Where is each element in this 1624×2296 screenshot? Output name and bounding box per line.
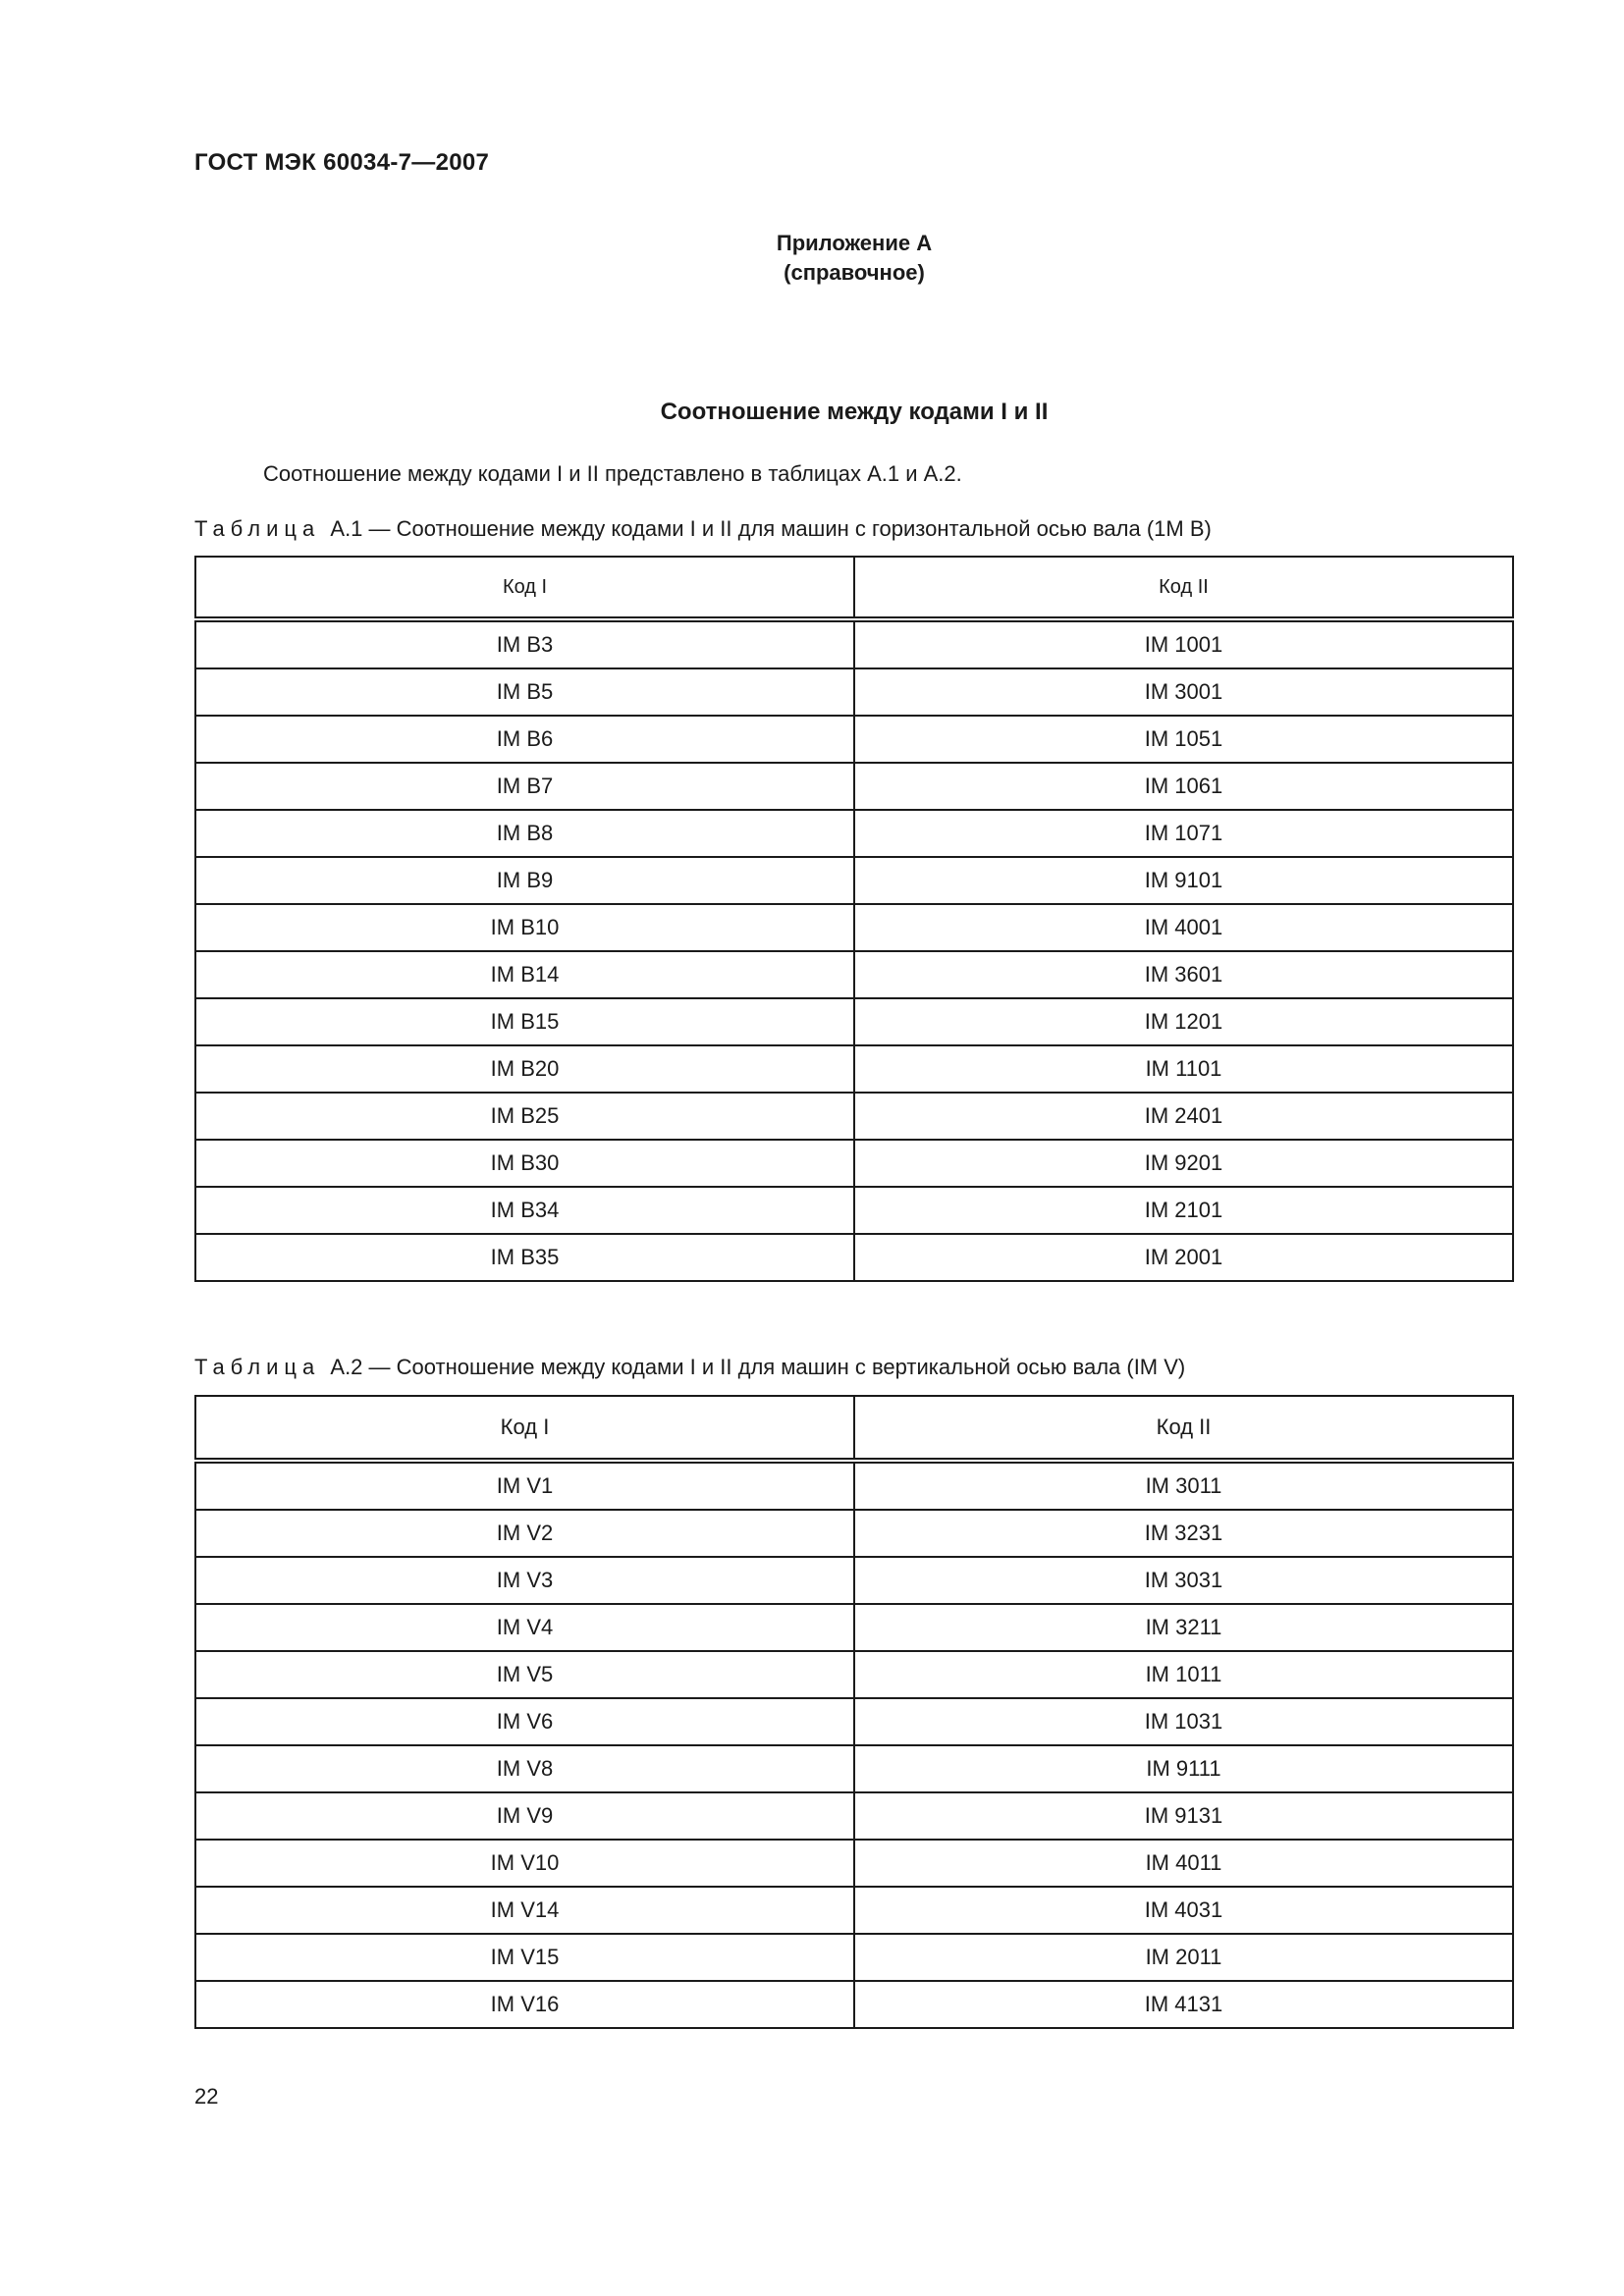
cell-code-1: IM B5 [195,668,854,716]
cell-code-1: IM B20 [195,1045,854,1093]
table-row [195,1651,1513,1698]
cell-code-1: IM B8 [195,810,854,857]
appendix-title: Приложение А [776,231,933,255]
cell-code-1: IM B15 [195,998,854,1045]
cell-code-1: IM B6 [195,716,854,763]
cell-code-1: IM B35 [195,1234,854,1281]
table-row [195,1934,1513,1981]
table-2-caption [194,1355,1185,1380]
table-1-caption-prefix: Таблица [194,516,321,541]
column-header-code-1: Код I [195,1396,854,1461]
cell-code-2: IM 3601 [854,951,1513,998]
table-1 [194,556,1514,1282]
cell-code-1: IM B30 [195,1140,854,1187]
cell-code-2: IM 2001 [854,1234,1513,1281]
cell-code-2: IM 9101 [854,857,1513,904]
table-1-body [195,619,1513,1281]
table-row [195,1840,1513,1887]
document-header: ГОСТ МЭК 60034-7—2007 [194,149,490,176]
table-row [195,619,1513,668]
column-header-code-2: Код II [854,557,1513,619]
table-row [195,716,1513,763]
cell-code-1: IM V9 [195,1792,854,1840]
table-1-caption [194,516,1212,542]
table-row [195,668,1513,716]
cell-code-2: IM 4131 [854,1981,1513,2028]
cell-code-1: IM V10 [195,1840,854,1887]
column-header-code-2: Код II [854,1396,1513,1461]
table-row [195,1887,1513,1934]
column-header-code-1: Код I [195,557,854,619]
cell-code-2: IM 9131 [854,1792,1513,1840]
cell-code-2: IM 1071 [854,810,1513,857]
table-row [195,1745,1513,1792]
table-header-row [195,557,1513,619]
cell-code-1: IM V2 [195,1510,854,1557]
cell-code-2: IM 4011 [854,1840,1513,1887]
cell-code-1: IM V5 [195,1651,854,1698]
cell-code-1: IM B34 [195,1187,854,1234]
cell-code-1: IM V6 [195,1698,854,1745]
table-row [195,763,1513,810]
table-row [195,1792,1513,1840]
table-2-caption-text: А.2 — Соотношение между кодами I и II для машин с вертикальной осью вала (IM V) [330,1355,1186,1379]
page-number: 22 [194,2084,219,2109]
appendix-subtitle: (справочное) [784,260,925,285]
cell-code-2: IM 3031 [854,1557,1513,1604]
table-row [195,1234,1513,1281]
cell-code-2: IM 3001 [854,668,1513,716]
cell-code-2: IM 9201 [854,1140,1513,1187]
cell-code-1: IM B7 [195,763,854,810]
table-row [195,1140,1513,1187]
table-row [195,1187,1513,1234]
table-row [195,904,1513,951]
cell-code-2: IM 1051 [854,716,1513,763]
cell-code-1: IM V4 [195,1604,854,1651]
cell-code-2: IM 4031 [854,1887,1513,1934]
cell-code-2: IM 1101 [854,1045,1513,1093]
cell-code-2: IM 3211 [854,1604,1513,1651]
table-row [195,1461,1513,1510]
cell-code-1: IM V1 [195,1461,854,1510]
table-row [195,998,1513,1045]
table-row [195,1510,1513,1557]
cell-code-2: IM 3231 [854,1510,1513,1557]
cell-code-2: IM 3011 [854,1461,1513,1510]
table-row [195,857,1513,904]
cell-code-2: IM 1061 [854,763,1513,810]
table-row [195,1604,1513,1651]
table-2-caption-prefix: Таблица [194,1355,321,1379]
table-row [195,810,1513,857]
cell-code-1: IM V14 [195,1887,854,1934]
cell-code-1: IM B3 [195,619,854,668]
table-1-caption-text: А.1 — Соотношение между кодами I и II для машин с горизонтальной осью вала (1М В) [330,516,1212,541]
table-row [195,1093,1513,1140]
cell-code-1: IM B14 [195,951,854,998]
table-row [195,1557,1513,1604]
section-title: Соотношение между кодами I и II [660,399,1049,425]
intro-paragraph: Соотношение между кодами I и II представлено в таблицах А.1 и А.2. [263,461,962,486]
cell-code-2: IM 4001 [854,904,1513,951]
cell-code-1: IM V8 [195,1745,854,1792]
cell-code-2: IM 1201 [854,998,1513,1045]
cell-code-1: IM V3 [195,1557,854,1604]
table-row [195,951,1513,998]
cell-code-1: IM V15 [195,1934,854,1981]
table-row [195,1045,1513,1093]
cell-code-2: IM 1031 [854,1698,1513,1745]
table-row [195,1698,1513,1745]
cell-code-1: IM B9 [195,857,854,904]
appendix-heading [0,229,1624,288]
cell-code-1: IM B10 [195,904,854,951]
cell-code-2: IM 2101 [854,1187,1513,1234]
table-2 [194,1395,1514,2029]
cell-code-2: IM 1001 [854,619,1513,668]
cell-code-2: IM 2011 [854,1934,1513,1981]
cell-code-1: IM B25 [195,1093,854,1140]
cell-code-2: IM 1011 [854,1651,1513,1698]
table-header-row [195,1396,1513,1461]
table-row [195,1981,1513,2028]
cell-code-2: IM 9111 [854,1745,1513,1792]
table-2-body [195,1461,1513,2028]
cell-code-1: IM V16 [195,1981,854,2028]
cell-code-2: IM 2401 [854,1093,1513,1140]
